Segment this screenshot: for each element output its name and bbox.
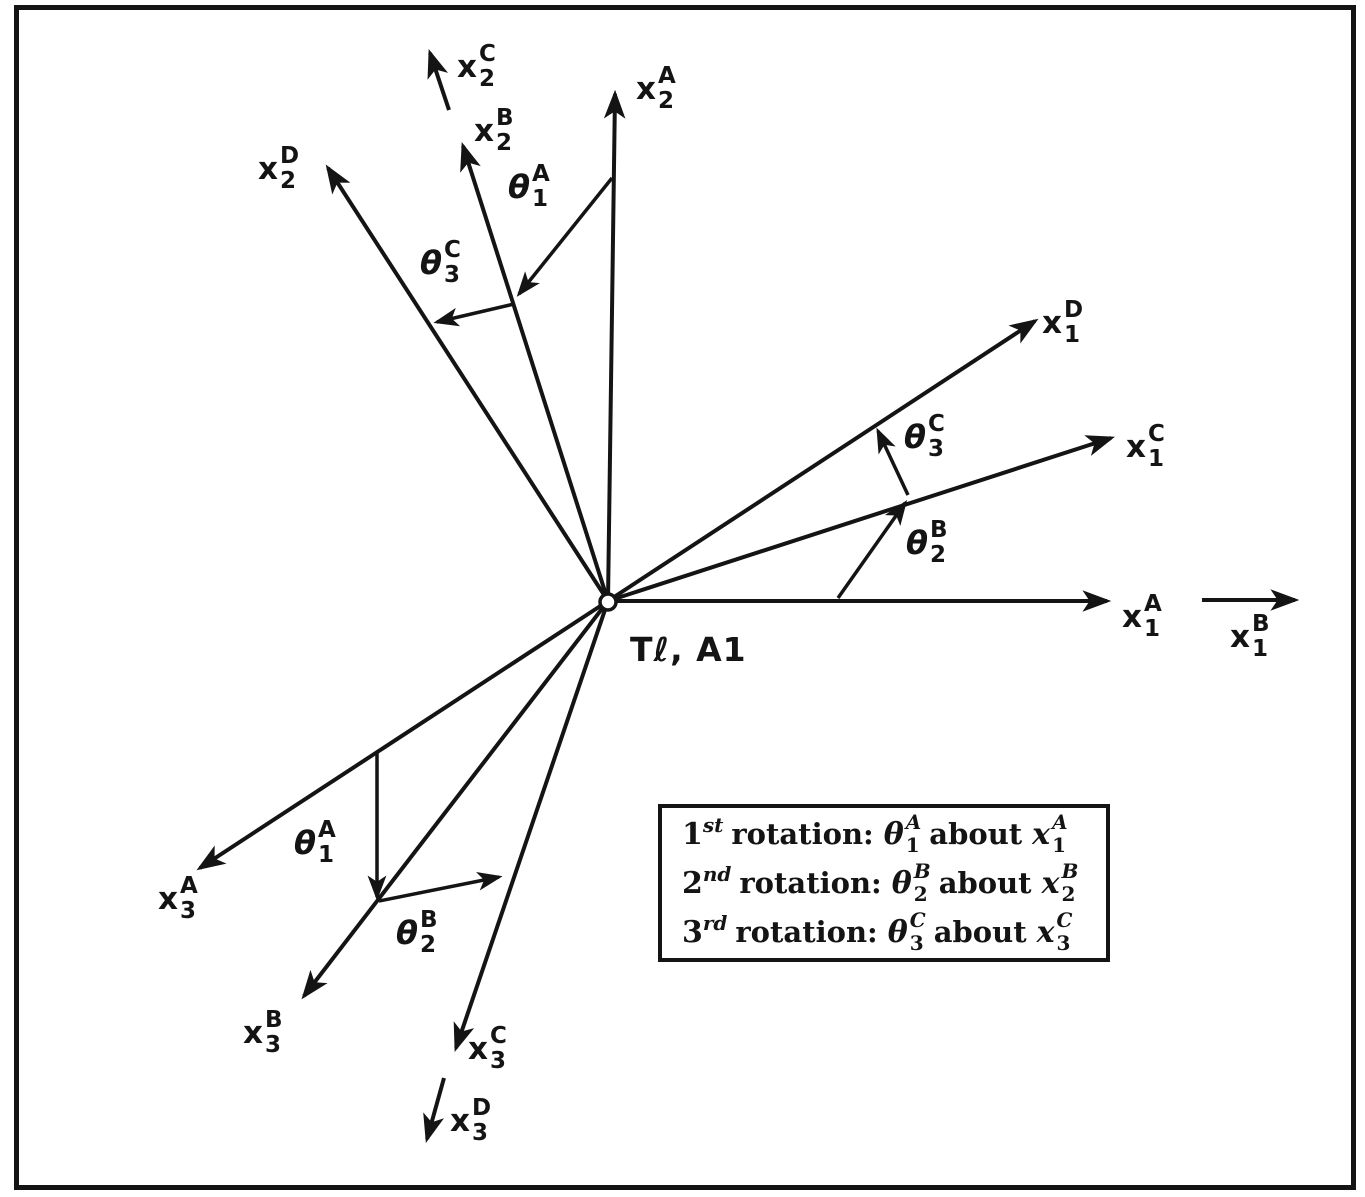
angle-theta3C-right-label: θ C 3 bbox=[904, 411, 945, 462]
axis-x2-C-arrow bbox=[430, 53, 449, 110]
axis-symbol: x C 3 bbox=[1036, 908, 1073, 955]
about-word: about bbox=[938, 866, 1032, 900]
legend-row-1 bbox=[682, 810, 1106, 859]
theta-symbol: θ A 1 bbox=[883, 810, 922, 857]
ordinal-suffix: nd bbox=[702, 862, 732, 886]
about-word: about bbox=[929, 817, 1023, 851]
ordinal-number: 2 bbox=[682, 865, 703, 901]
ordinal-number: 1 bbox=[682, 816, 703, 852]
rotation-word: rotation: bbox=[739, 866, 882, 900]
axis-x3-B-arrow bbox=[304, 601, 608, 996]
axis-x2-D-label: x D 2 bbox=[258, 143, 300, 194]
about-word: about bbox=[933, 915, 1027, 949]
axis-x1-D-arrow bbox=[608, 321, 1035, 601]
ordinal-suffix: st bbox=[702, 813, 724, 837]
axis-symbol: x A 1 bbox=[1032, 810, 1068, 857]
axis-x1-A-label: x A 1 bbox=[1122, 591, 1162, 642]
rotation-word: rotation: bbox=[735, 915, 878, 949]
angle-theta3C-top-label: θ C 3 bbox=[420, 237, 461, 288]
theta-symbol: θ B 2 bbox=[891, 859, 931, 906]
ordinal-suffix: rd bbox=[702, 911, 728, 935]
origin-label: Tℓ, A1 bbox=[630, 630, 747, 669]
legend-row-2 bbox=[682, 859, 1106, 908]
axis-x3-C-label: x C 3 bbox=[468, 1023, 507, 1074]
axis-x1-C-label: x C 1 bbox=[1126, 421, 1165, 472]
angle-theta1A-bottom-label: θ A 1 bbox=[294, 817, 336, 868]
axis-x3-C-arrow bbox=[456, 601, 608, 1048]
angle-theta2B-bottom-arrow bbox=[379, 877, 499, 901]
angle-theta2B-right-label: θ B 2 bbox=[906, 517, 948, 568]
origin-point bbox=[600, 594, 616, 610]
axis-x2-C-label: x C 2 bbox=[457, 41, 496, 92]
axis-x3-A-label: x A 3 bbox=[158, 873, 198, 924]
ordinal-number: 3 bbox=[682, 914, 703, 950]
axis-symbol: x B 2 bbox=[1041, 859, 1079, 906]
axis-x1-C-arrow bbox=[608, 438, 1111, 601]
axis-x2-B-arrow bbox=[463, 146, 608, 601]
angle-theta2B-bottom-label: θ B 2 bbox=[396, 907, 438, 958]
axis-x2-B-label: x B 2 bbox=[474, 105, 514, 156]
axis-x2-A-label: x A 2 bbox=[636, 63, 676, 114]
axis-x3-D-arrow bbox=[427, 1078, 444, 1139]
axis-x2-A-arrow bbox=[608, 94, 615, 601]
axis-x3-D-label: x D 3 bbox=[450, 1095, 492, 1146]
theta-symbol: θ C 3 bbox=[887, 908, 926, 955]
angle-theta1A-top-label: θ A 1 bbox=[508, 161, 550, 212]
axis-x3-A-arrow bbox=[200, 601, 608, 868]
legend-row-3 bbox=[682, 908, 1106, 957]
axis-x1-B-label: x B 1 bbox=[1230, 611, 1270, 662]
rotation-word: rotation: bbox=[731, 817, 874, 851]
axis-x1-D-label: x D 1 bbox=[1042, 297, 1084, 348]
angle-theta3C-top-arrow bbox=[437, 304, 514, 322]
axis-x3-B-label: x B 3 bbox=[243, 1007, 283, 1058]
rotation-legend bbox=[658, 804, 1110, 962]
